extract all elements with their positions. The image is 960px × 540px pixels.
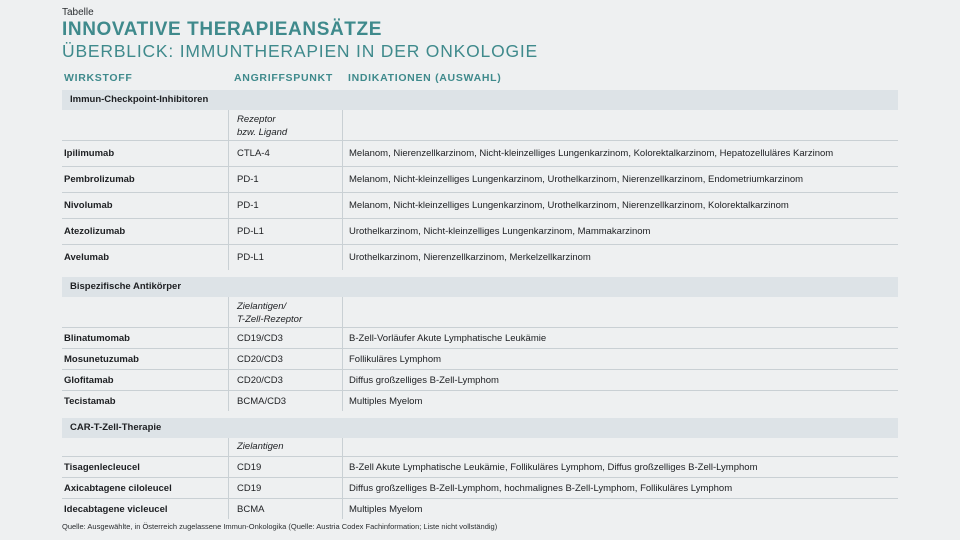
section-header: Bispezifische Antikörper — [62, 277, 898, 297]
section-header: Immun-Checkpoint-Inhibitoren — [62, 90, 898, 110]
table-row: Blinatumomab CD19/CD3 B-Zell-Vorläufer Akute Lymphatische Leukämie — [62, 328, 898, 349]
table-row: Tisagenlecleucel CD19 B-Zell Akute Lymphatische Leukämie, Follikuläres Lymphom, Diffus großzelliges B-Zell-Lymphom — [62, 457, 898, 478]
source-note: Quelle: Ausgewählte, in Österreich zugelassene Immun-Onkologika (Quelle: Austria Codex Fachinformation; Liste nicht vollständig) — [62, 522, 498, 531]
page-title: INNOVATIVE THERAPIEANSÄTZE — [62, 19, 382, 40]
table-row: Atezolizumab PD-L1 Urothelkarzinom, Nicht-kleinzelliges Lungenkarzinom, Mammakarzinom — [62, 219, 898, 245]
section-subheader: Rezeptor bzw. Ligand — [62, 110, 898, 141]
table-header — [62, 72, 898, 88]
column-header-angriffspunkt: ANGRIFFSPUNKT — [234, 72, 333, 84]
table-row: Idecabtagene vicleucel BCMA Multiples Myelom — [62, 499, 898, 519]
section-subheader: Zielantigen/ T-Zell-Rezeptor — [62, 297, 898, 328]
table-row: Pembrolizumab PD-1 Melanom, Nicht-kleinzelliges Lungenkarzinom, Urothelkarzinom, Nierenzellkarzinom, Endometriumkarzinom — [62, 167, 898, 193]
table-row: Glofitamab CD20/CD3 Diffus großzelliges B-Zell-Lymphom — [62, 370, 898, 391]
column-header-wirkstoff: WIRKSTOFF — [64, 72, 133, 84]
table-row: Nivolumab PD-1 Melanom, Nicht-kleinzelliges Lungenkarzinom, Urothelkarzinom, Nierenzellkarzinom, Kolorektalkarzinom — [62, 193, 898, 219]
table-row: Ipilimumab CTLA-4 Melanom, Nierenzellkarzinom, Nicht-kleinzelliges Lungenkarzinom, Kolorektalkarzinom, Hepatozelluläres Karzinom — [62, 141, 898, 167]
table-row: Mosunetuzumab CD20/CD3 Follikuläres Lymphom — [62, 349, 898, 370]
table-row: Axicabtagene ciloleucel CD19 Diffus großzelliges B-Zell-Lymphom, hochmalignes B-Zell-Lymphom, Follikuläres Lymphom — [62, 478, 898, 499]
column-header-indikationen: INDIKATIONEN (AUSWAHL) — [348, 72, 502, 84]
figure-kicker: Tabelle — [62, 7, 94, 18]
page-subtitle: ÜBERBLICK: IMMUNTHERAPIEN IN DER ONKOLOGIE — [62, 41, 539, 61]
table-row: Avelumab PD-L1 Urothelkarzinom, Nierenzellkarzinom, Merkelzellkarzinom — [62, 245, 898, 270]
section-header: CAR-T-Zell-Therapie — [62, 418, 898, 438]
table-row: Tecistamab BCMA/CD3 Multiples Myelom — [62, 391, 898, 411]
section-subheader: Zielantigen — [62, 438, 898, 457]
